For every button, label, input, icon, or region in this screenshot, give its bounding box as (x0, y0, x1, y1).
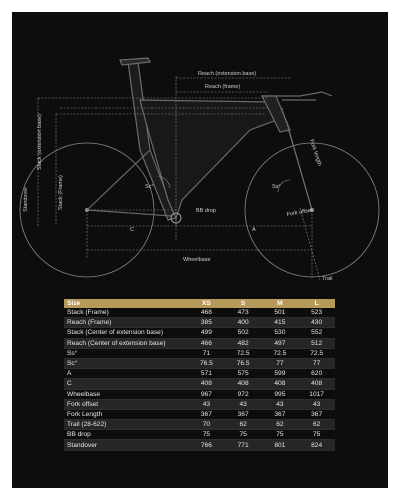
table-row (64, 318, 335, 328)
label-wheelbase: Wheelbase (183, 257, 211, 263)
label-reach-frame: Reach (frame) (205, 84, 241, 90)
cell-value: 501 (262, 308, 299, 318)
cell-value: 367 (188, 409, 225, 419)
cell-value: 72.5 (298, 348, 335, 358)
header-s: S (225, 299, 262, 308)
cell-value: 408 (298, 379, 335, 389)
label-stack-frame: Stack (Frame) (58, 175, 64, 210)
cell-value: 523 (298, 308, 335, 318)
table-header-row (64, 299, 335, 308)
row-label: Fork offset (64, 399, 188, 409)
row-label: Fork Length (64, 409, 188, 419)
row-label: Ss° (64, 348, 188, 358)
cell-value: 385 (188, 318, 225, 328)
label-a: A (252, 227, 256, 233)
label-trail: Trail (322, 276, 333, 282)
cell-value: 71 (188, 348, 225, 358)
cell-value: 552 (298, 328, 335, 338)
label-stack-extension: Stack (extension base) (37, 114, 43, 170)
table-row (64, 338, 335, 348)
table-row (64, 369, 335, 379)
row-label: Reach (Frame) (64, 318, 188, 328)
cell-value: 499 (188, 328, 225, 338)
cell-value: 75 (225, 430, 262, 440)
cell-value: 512 (298, 338, 335, 348)
row-label: BB drop (64, 430, 188, 440)
cell-value: 75 (262, 430, 299, 440)
cell-value: 497 (262, 338, 299, 348)
table-row (64, 409, 335, 419)
geometry-table (64, 299, 335, 451)
label-standover: Standover (23, 186, 29, 212)
cell-value: 571 (188, 369, 225, 379)
cell-value: 575 (225, 369, 262, 379)
header-m: M (262, 299, 299, 308)
label-fork-length: Fork length (308, 138, 323, 167)
label-ss-angle: Ss° (272, 184, 281, 190)
row-label: A (64, 369, 188, 379)
cell-value: 77 (298, 358, 335, 368)
row-label: Wheelbase (64, 389, 188, 399)
label-fork-offset: Fork offset (286, 207, 313, 218)
cell-value: 430 (298, 318, 335, 328)
cell-value: 75 (298, 430, 335, 440)
header-size: Size (64, 299, 188, 308)
cell-value: 43 (262, 399, 299, 409)
cell-value: 43 (188, 399, 225, 409)
cell-value: 62 (262, 420, 299, 430)
cell-value: 367 (225, 409, 262, 419)
table-row (64, 399, 335, 409)
label-reach-extension: Reach (extension base) (198, 71, 257, 77)
cell-value: 367 (298, 409, 335, 419)
cell-value: 415 (262, 318, 299, 328)
table-row (64, 389, 335, 399)
cell-value: 77 (262, 358, 299, 368)
cell-value: 76.5 (225, 358, 262, 368)
table-row (64, 348, 335, 358)
table-row (64, 358, 335, 368)
label-c: C (130, 227, 134, 233)
frame-outline (87, 58, 332, 220)
header-l: L (298, 299, 335, 308)
table-row (64, 328, 335, 338)
cell-value: 766 (188, 440, 225, 450)
row-label: Standover (64, 440, 188, 450)
row-label: Stack (Frame) (64, 308, 188, 318)
cell-value: 972 (225, 389, 262, 399)
cell-value: 599 (262, 369, 299, 379)
cell-value: 43 (298, 399, 335, 409)
cell-value: 824 (298, 440, 335, 450)
label-bb-drop: BB drop (196, 208, 216, 214)
cell-value: 408 (188, 379, 225, 389)
cell-value: 76.5 (188, 358, 225, 368)
header-xs: XS (188, 299, 225, 308)
table-body (64, 308, 335, 450)
cell-value: 801 (262, 440, 299, 450)
cell-value: 482 (225, 338, 262, 348)
table-row (64, 440, 335, 450)
cell-value: 620 (298, 369, 335, 379)
cell-value: 468 (188, 308, 225, 318)
row-label: Trail (28-622) (64, 420, 188, 430)
cell-value: 502 (225, 328, 262, 338)
cell-value: 62 (298, 420, 335, 430)
cell-value: 72.5 (225, 348, 262, 358)
cell-value: 408 (225, 379, 262, 389)
label-sc-angle: Sc° (145, 184, 154, 190)
cell-value: 75 (188, 430, 225, 440)
cell-value: 530 (262, 328, 299, 338)
cell-value: 1017 (298, 389, 335, 399)
cell-value: 70 (188, 420, 225, 430)
cell-value: 473 (225, 308, 262, 318)
table-row (64, 430, 335, 440)
cell-value: 62 (225, 420, 262, 430)
row-label: Reach (Center of extension base) (64, 338, 188, 348)
cell-value: 466 (188, 338, 225, 348)
row-label: Stack (Center of extension base) (64, 328, 188, 338)
table-row (64, 420, 335, 430)
table-row (64, 308, 335, 318)
row-label: C (64, 379, 188, 389)
cell-value: 408 (262, 379, 299, 389)
cell-value: 967 (188, 389, 225, 399)
cell-value: 72.5 (262, 348, 299, 358)
cell-value: 400 (225, 318, 262, 328)
cell-value: 367 (262, 409, 299, 419)
cell-value: 995 (262, 389, 299, 399)
cell-value: 771 (225, 440, 262, 450)
cell-value: 43 (225, 399, 262, 409)
table-row (64, 379, 335, 389)
row-label: Sc° (64, 358, 188, 368)
